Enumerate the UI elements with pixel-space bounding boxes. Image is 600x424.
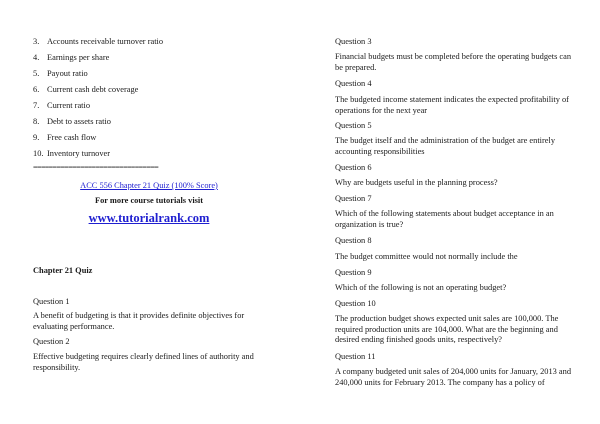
list-item: 7. Current ratio (33, 101, 91, 110)
question-label: Question 9 (335, 268, 372, 277)
question-label: Question 4 (335, 79, 372, 88)
question-text: Why are budgets useful in the planning process? (335, 178, 498, 187)
question-label: Question 1 (33, 297, 70, 306)
separator-line: ================================ (33, 163, 159, 172)
question-text: The budgeted income statement indicates the expected profitability of operations for the next year (335, 95, 569, 115)
question-text: The budget itself and the administration of the budget are entirely accounting responsibilities (335, 136, 556, 156)
question-label: Question 5 (335, 121, 372, 130)
site-link-row (33, 211, 265, 226)
question-label: Question 8 (335, 236, 372, 245)
question-label: Question 2 (33, 337, 70, 346)
list-item: 8. Debt to assets ratio (33, 117, 111, 126)
question-text: Effective budgeting requires clearly defined lines of authority and responsibility. (33, 352, 254, 372)
promo-text: For more course tutorials visit (94, 196, 204, 205)
question-label: Question 7 (335, 194, 372, 203)
list-item: 10. Inventory turnover (33, 149, 111, 158)
chapter-title: Chapter 21 Quiz (33, 266, 93, 275)
site-link[interactable]: www.tutorialrank.com (88, 211, 210, 225)
list-item: 4. Earnings per share (33, 53, 110, 62)
question-text: Financial budgets must be completed before the operating budgets can be prepared. (335, 52, 572, 72)
question-label: Question 3 (335, 37, 372, 46)
question-text: Which of the following is not an operating budget? (335, 283, 507, 292)
question-label: Question 6 (335, 163, 372, 172)
list-item: 6. Current cash debt coverage (33, 85, 139, 94)
question-label: Question 10 (335, 299, 376, 308)
question-text: Which of the following statements about budget acceptance in an organization is true? (335, 209, 554, 229)
question-text: A benefit of budgeting is that it provides definite objectives for evaluating performance. (33, 311, 245, 331)
question-text: The budget committee would not normally include the (335, 252, 518, 261)
list-item: 5. Payout ratio (33, 69, 88, 78)
quiz-link[interactable]: ACC 556 Chapter 21 Quiz (100% Score) (80, 181, 218, 190)
question-text: A company budgeted unit sales of 204,000 units for January, 2013 and 240,000 units for February 2013. The company has a policy of (335, 367, 572, 387)
question-text: The production budget shows expected unit sales are 100,000. The required production units are 104,000. What are the beginning and desired ending finished goods units, respectively? (335, 314, 559, 345)
list-item: 3. Accounts receivable turnover ratio (33, 37, 164, 46)
quiz-link-row (33, 181, 265, 192)
list-item: 9. Free cash flow (33, 133, 97, 142)
question-label: Question 11 (335, 352, 376, 361)
